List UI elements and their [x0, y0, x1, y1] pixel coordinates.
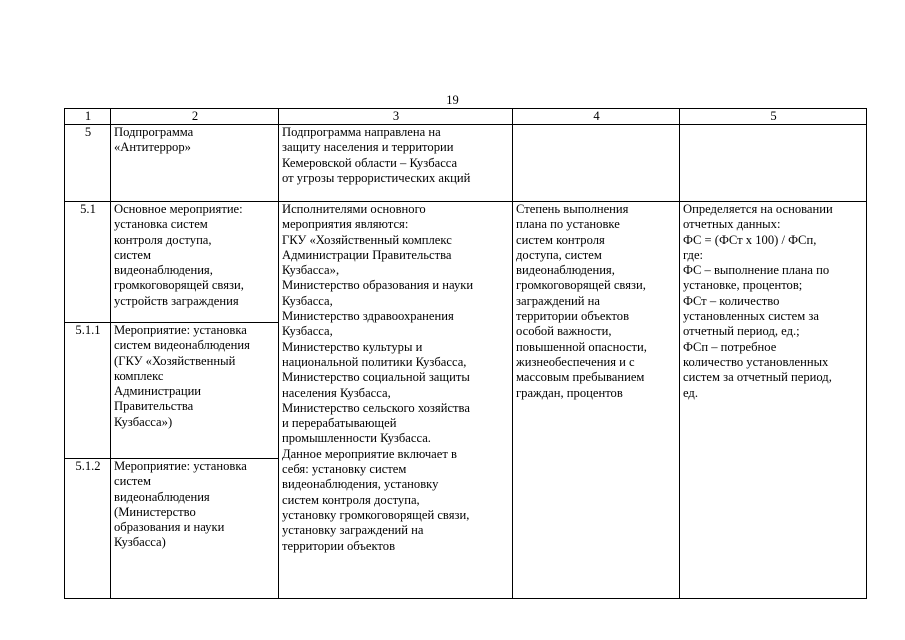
row-name: Мероприятие: установка систем видеонаблюдения (Министерство образования и науки Кузбасса) — [111, 459, 279, 599]
measures-table — [64, 108, 867, 599]
page-number: 19 — [446, 93, 459, 107]
header-col-1: 1 — [65, 109, 111, 125]
header-col-4: 4 — [513, 109, 680, 125]
row-name: Подпрограмма «Антитеррор» — [111, 125, 279, 202]
row-method: Определяется на основании отчетных данных: ФС = (ФСт x 100) / ФСп, где: ФС – выполнение плана по установке, процентов; ФСт – количество установленных систем за отчетный период, ед.; ФСп – потребное количество установленных систем за отчетный период, ед. — [680, 202, 867, 599]
header-col-3: 3 — [279, 109, 513, 125]
header-col-5: 5 — [680, 109, 867, 125]
row-number: 5.1.1 — [65, 323, 111, 459]
row-name: Основное мероприятие: установка систем контроля доступа, систем видеонаблюдения, громкоговорящей связи, устройств заграждения — [111, 202, 279, 323]
header-col-2: 2 — [111, 109, 279, 125]
row-number: 5.1.2 — [65, 459, 111, 599]
table-row-5 — [65, 125, 867, 202]
row-method — [680, 125, 867, 202]
table-row-5-1 — [65, 202, 867, 323]
row-name: Мероприятие: установка систем видеонаблюдения (ГКУ «Хозяйственный комплекс Администрации Правительства Кузбасса») — [111, 323, 279, 459]
row-number: 5.1 — [65, 202, 111, 323]
row-number: 5 — [65, 125, 111, 202]
row-description: Исполнителями основного мероприятия являются: ГКУ «Хозяйственный комплекс Администрации Правительства Кузбасса», Министерство образования и науки Кузбасса, Министерство здравоохранения Кузбасса, Министерство культуры и национальной политики Кузбасса, Министерство социальной защиты населения Кузбасса, Министерство сельского хозяйства и перерабатывающей промышленности Кузбасса. Данное мероприятие включает в себя: установку систем видеонаблюдения, установку систем контроля доступа, установку громкоговорящей связи, установку заграждений на территории объектов — [279, 202, 513, 599]
row-indicator — [513, 125, 680, 202]
header-row — [65, 109, 867, 125]
row-indicator: Степень выполнения плана по установке систем контроля доступа, систем видеонаблюдения, громкоговорящей связи, заграждений на территории объектов особой важности, повышенной опасности, жизнеобеспечения и с массовым пребыванием граждан, процентов — [513, 202, 680, 599]
row-description: Подпрограмма направлена на защиту населения и территории Кемеровской области – Кузбасса от угрозы террористических акций — [279, 125, 513, 202]
